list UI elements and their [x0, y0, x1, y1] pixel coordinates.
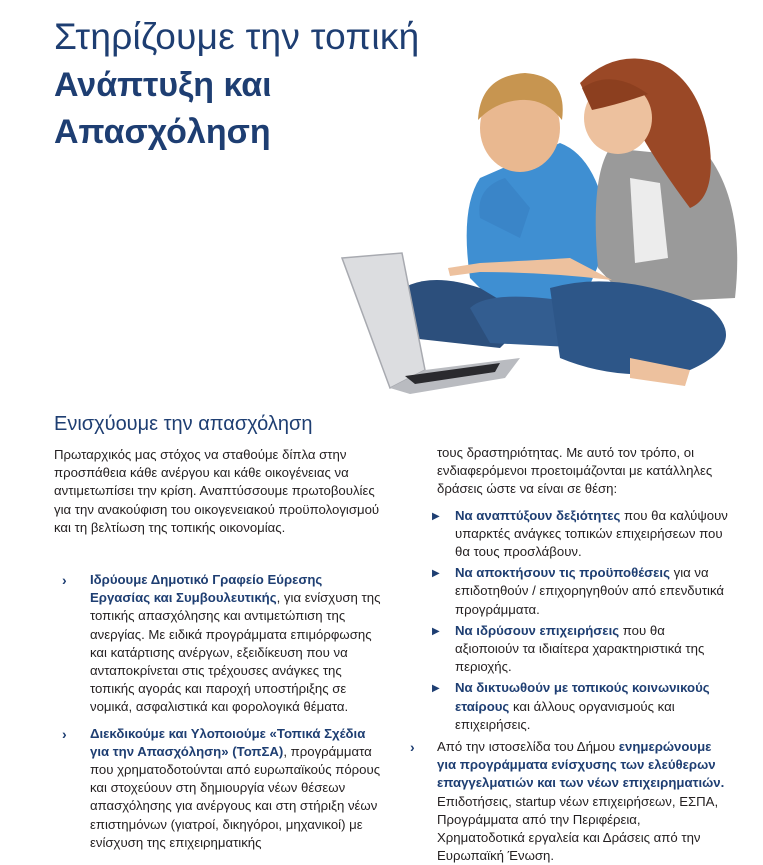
list-item	[54, 725, 384, 852]
item-text: , για ενίσχυση της τοπικής απασχόλησης και αντιμετώπιση της ανεργίας. Με ειδικά προγράμματα επιμόρφωσης και κατάρτισης ανέργων, εξειδίκευση που να ανταποκρίνεται στις τρέχουσες ανάγκες της τοπικής αγοράς και παροχή υποστήριξης σε νομικά, ασφαλιστικά και φορολογικά θέματα.	[90, 590, 381, 715]
item-text: για να επιδοτηθούν / επιχορηγηθούν από επενδυτικά προγράμματα.	[455, 565, 725, 617]
item-bold: Να δικτυωθούν με τοπικούς κοινωνικούς εταίρους	[455, 680, 710, 714]
triangle-right-icon: ▶	[432, 510, 440, 522]
list-item	[54, 571, 384, 717]
right-bullet-list	[410, 507, 728, 734]
chevron-right-icon: ›	[62, 725, 67, 742]
right-column	[410, 444, 728, 865]
chevron-right-icon: ›	[62, 572, 67, 589]
item-bold: Διεκδικούμε και Υλοποιούμε «Τοπικά Σχέδια για την Απασχόληση» (ΤοπΣΑ)	[90, 725, 366, 759]
page-title-line-3: Απασχόληση	[54, 113, 271, 151]
section-heading: Ενισχύουμε την απασχόληση	[54, 413, 313, 435]
list-item	[410, 622, 728, 677]
list-item	[410, 564, 728, 619]
item-bold: Να αναπτύξουν δεξιότητες	[455, 507, 621, 523]
item-pre: Από την ιστοσελίδα του Δήμου	[437, 739, 619, 755]
item-text: και άλλους οργανισμούς και επιχειρήσεις.	[455, 698, 675, 732]
item-bold: Να αποκτήσουν τις προϋποθέσεις	[455, 565, 670, 581]
item-bold: Να ιδρύσουν επιχειρήσεις	[455, 622, 620, 638]
continuation-paragraph: τους δραστηριότητας. Με αυτό τον τρόπο, οι ενδιαφερόμενοι προετοιμάζονται με κατάλληλες δράσεις ώστε να είναι σε θέση:	[437, 445, 713, 497]
photo-two-students-laptop	[330, 58, 763, 408]
left-column	[54, 446, 384, 860]
list-item-website	[410, 738, 728, 865]
list-item	[410, 679, 728, 734]
item-bold: ενημερώνουμε για προγράμματα ενίσχυσης των ελεύθερων επαγγελματιών και των νέων επιχειρηματιών.	[437, 739, 725, 791]
triangle-right-icon: ▶	[432, 683, 440, 695]
page-title-line-2: Ανάπτυξη και	[54, 66, 272, 104]
item-text: που θα καλύψουν υπαρκτές ανάγκες τοπικών επιχειρήσεων που θα τους προσλάβουν.	[455, 507, 728, 560]
item-text: που θα αξιοποιούν τα ιδιαίτερα χαρακτηριστικά της περιοχής.	[455, 622, 705, 675]
item-text: Επιδοτήσεις, startup νέων επιχειρήσεων, ΕΣΠΑ, Προγράμματα από την Περιφέρεια, Χρηματοδοτικά εργαλεία και Δράσεις από την Ευρωπαϊκή Ένωση.	[437, 793, 719, 864]
intro-paragraph: Πρωταρχικός μας στόχος να σταθούμε δίπλα στην προσπάθεια κάθε ανέργου και κάθε οικογένειας να αντιμετωπίσει την κρίση. Αναπτύσσουμε πρωτοβουλίες για την ανακούφιση του οικογενειακού προϋπολογισμού και τη βελτίωση της τοπικής οικονομίας.	[54, 447, 380, 535]
left-bullet-list	[54, 571, 384, 852]
list-item	[410, 507, 728, 562]
page-title-line-1: Στηρίζουμε την τοπική	[54, 16, 420, 57]
chevron-right-icon: ›	[410, 739, 415, 756]
triangle-right-icon: ▶	[432, 625, 440, 637]
triangle-right-icon: ▶	[432, 568, 440, 580]
item-bold: Ιδρύουμε Δημοτικό Γραφείο Εύρεσης Εργασίας και Συμβουλευτικής	[90, 572, 323, 606]
item-text: , προγράμματα που χρηματοδοτούνται από ευρωπαϊκούς πόρους και στοχεύουν στη δημιουργία νέων θέσεων απασχόλησης για ανέργους και στη στήριξη νέων επιστημόνων (γιατροί, δικηγόροι, μηχανικοί) με ενίσχυση της επιχειρηματικής	[90, 743, 381, 850]
